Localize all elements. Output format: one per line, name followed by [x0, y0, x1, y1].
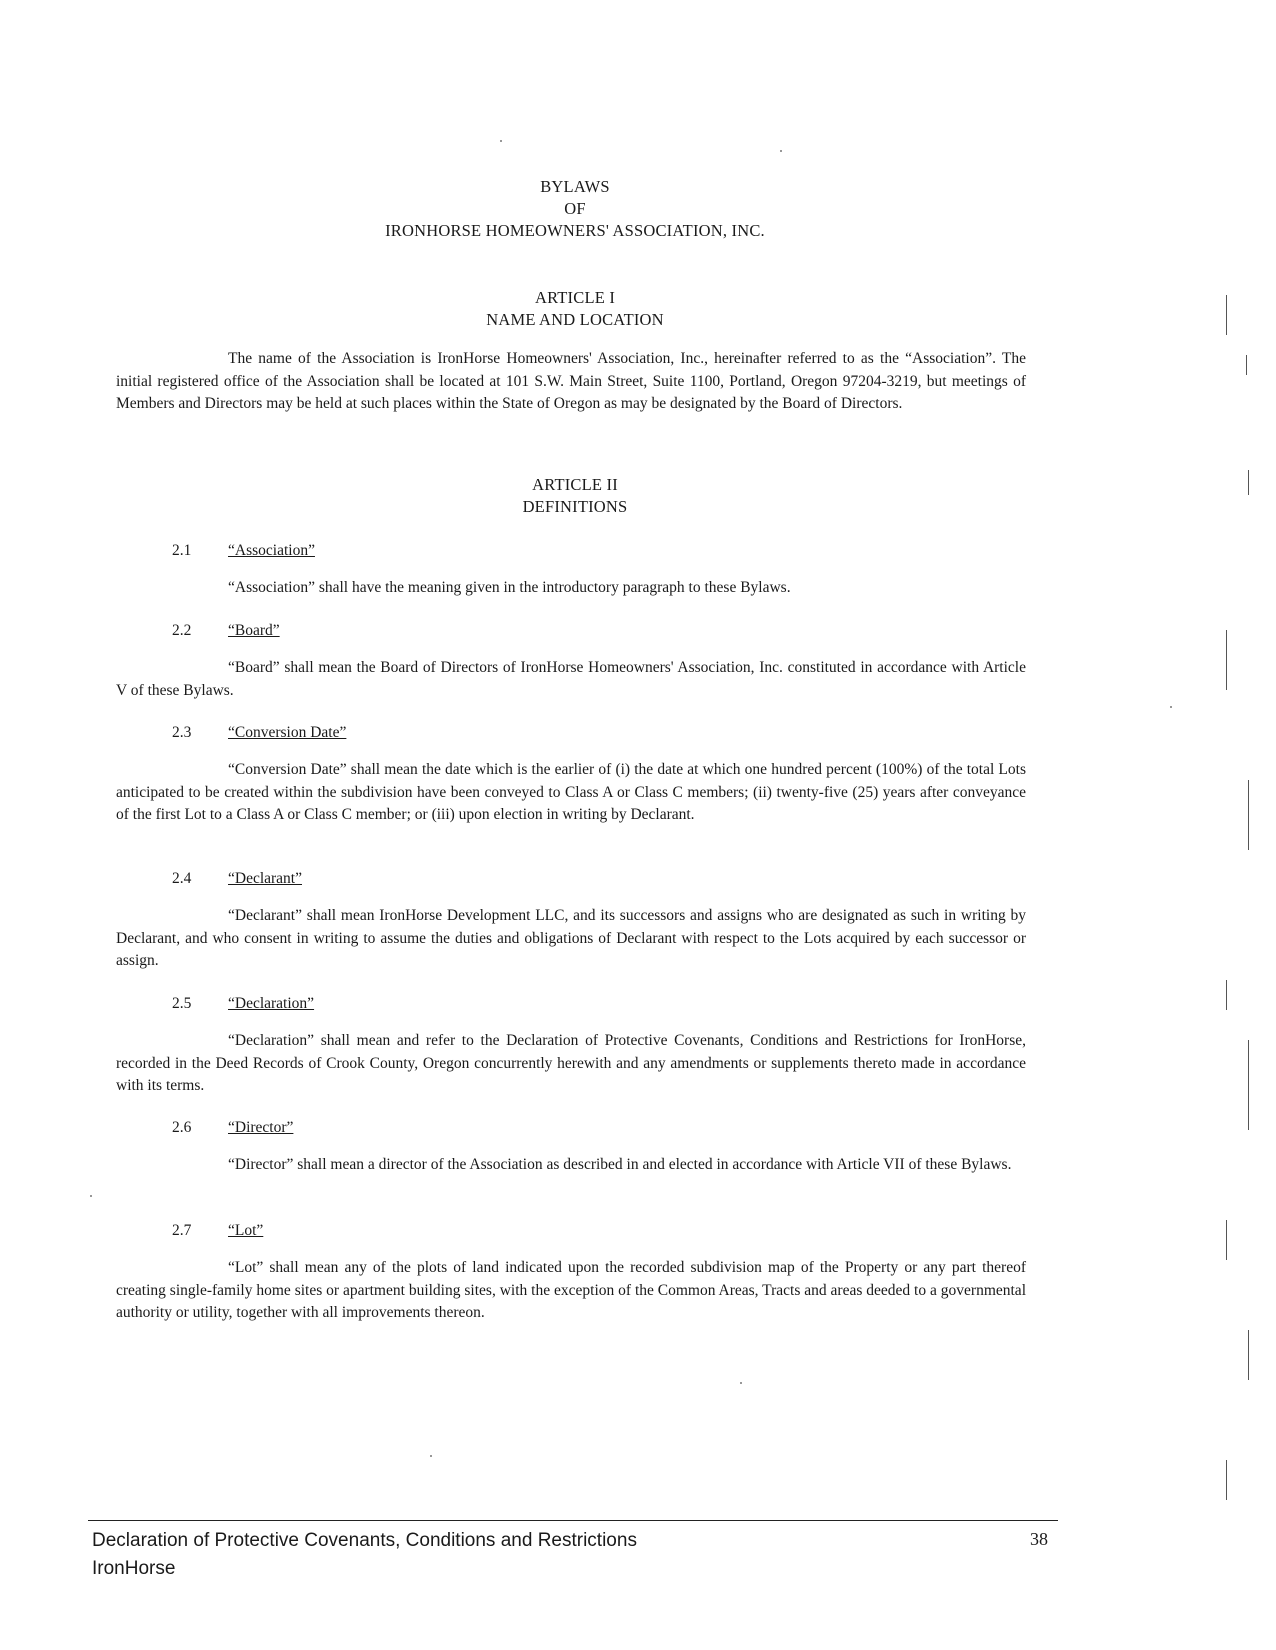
- definition-body: “Board” shall mean the Board of Directors of IronHorse Homeowners' Association, Inc. constituted in accordance with Article V of these Bylaws.: [116, 659, 1026, 699]
- article-2-title: ARTICLE II: [532, 475, 618, 494]
- definition-number: 2.5: [172, 995, 192, 1012]
- article-1-title: ARTICLE I: [534, 288, 616, 307]
- definition-body: “Declaration” shall mean and refer to the Declaration of Protective Covenants, Conditions and Restrictions for IronHorse, recorded in the Deed Records of Crook County, Oregon concurrently herewith and any amendments or supplements thereto made in accordance with its terms.: [116, 1032, 1026, 1094]
- definition-heading: [172, 1220, 263, 1242]
- definition-number: 2.4: [172, 870, 192, 887]
- definition-heading: [172, 1117, 293, 1139]
- association-name-heading: IRONHORSE HOMEOWNERS' ASSOCIATION, INC.: [385, 221, 765, 240]
- scan-speck: [430, 1455, 432, 1457]
- article-1-subtitle: NAME AND LOCATION: [486, 310, 664, 329]
- definition-number: 2.7: [172, 1222, 192, 1239]
- definition-body: “Declarant” shall mean IronHorse Development LLC, and its successors and assigns who are designated as such in writing by Declarant, and who consent in writing to assume the duties and obligations of Declarant with respect to the Lots acquired by each successor or assign.: [116, 907, 1026, 969]
- bylaws-of: OF: [564, 199, 586, 218]
- footer-line-2: IronHorse: [92, 1558, 176, 1579]
- definition-heading: [172, 620, 280, 642]
- scan-speck: [740, 1382, 742, 1384]
- scan-speck: [780, 150, 782, 152]
- scan-speck: [1170, 706, 1172, 708]
- definition-heading: [172, 540, 315, 562]
- definition-term: “Declaration”: [228, 995, 315, 1012]
- definition-number: 2.2: [172, 622, 192, 639]
- definition-term: “Declarant”: [228, 870, 302, 887]
- definition-body: “Director” shall mean a director of the Association as described in and elected in accordance with Article VII of these Bylaws.: [228, 1156, 1012, 1173]
- definition-number: 2.3: [172, 724, 192, 741]
- definition-term: “Association”: [228, 542, 315, 559]
- definition-term: “Lot”: [228, 1222, 264, 1239]
- bylaws-title: BYLAWS: [540, 177, 610, 196]
- scan-margin-marks: [1226, 140, 1256, 1620]
- definition-body: “Lot” shall mean any of the plots of land indicated upon the recorded subdivision map of the Property or any part thereof creating single-family home sites or apartment building sites, with the exception of the Common Areas, Tracts and areas deeded to a governmental authority or utility, together with all improvements thereon.: [116, 1259, 1026, 1321]
- page-number: 38: [1030, 1529, 1048, 1549]
- definition-number: 2.1: [172, 542, 192, 559]
- footer-document-title: [92, 1527, 637, 1583]
- definition-term: “Conversion Date”: [228, 724, 347, 741]
- scan-speck: [90, 1195, 92, 1197]
- definition-term: “Board”: [228, 622, 280, 639]
- definition-number: 2.6: [172, 1119, 192, 1136]
- definition-heading: [172, 993, 314, 1015]
- footer-line-1: Declaration of Protective Covenants, Conditions and Restrictions: [92, 1530, 637, 1551]
- scan-speck: [500, 140, 502, 142]
- definition-heading: [172, 722, 346, 744]
- definition-body: “Association” shall have the meaning given in the introductory paragraph to these Bylaws.: [228, 579, 791, 596]
- article-1-body: The name of the Association is IronHorse Homeowners' Association, Inc., hereinafter referred to as the “Association”. The initial registered office of the Association shall be located at 101 S.W. Main Street, Suite 1100, Portland, Oregon 97204-3219, but meetings of Members and Directors may be held at such places within the State of Oregon as may be designated by the Board of Directors.: [116, 350, 1026, 412]
- footer-rule: [88, 1520, 1058, 1521]
- definition-term: “Director”: [228, 1119, 294, 1136]
- definition-body: “Conversion Date” shall mean the date which is the earlier of (i) the date at which one hundred percent (100%) of the total Lots anticipated to be created within the subdivision have been conveyed to Class A or Class C members; (ii) twenty-five (25) years after conveyance of the first Lot to a Class A or Class C member; or (iii) upon election in writing by Declarant.: [116, 761, 1026, 823]
- article-2-subtitle: DEFINITIONS: [522, 497, 628, 516]
- definition-heading: [172, 868, 302, 890]
